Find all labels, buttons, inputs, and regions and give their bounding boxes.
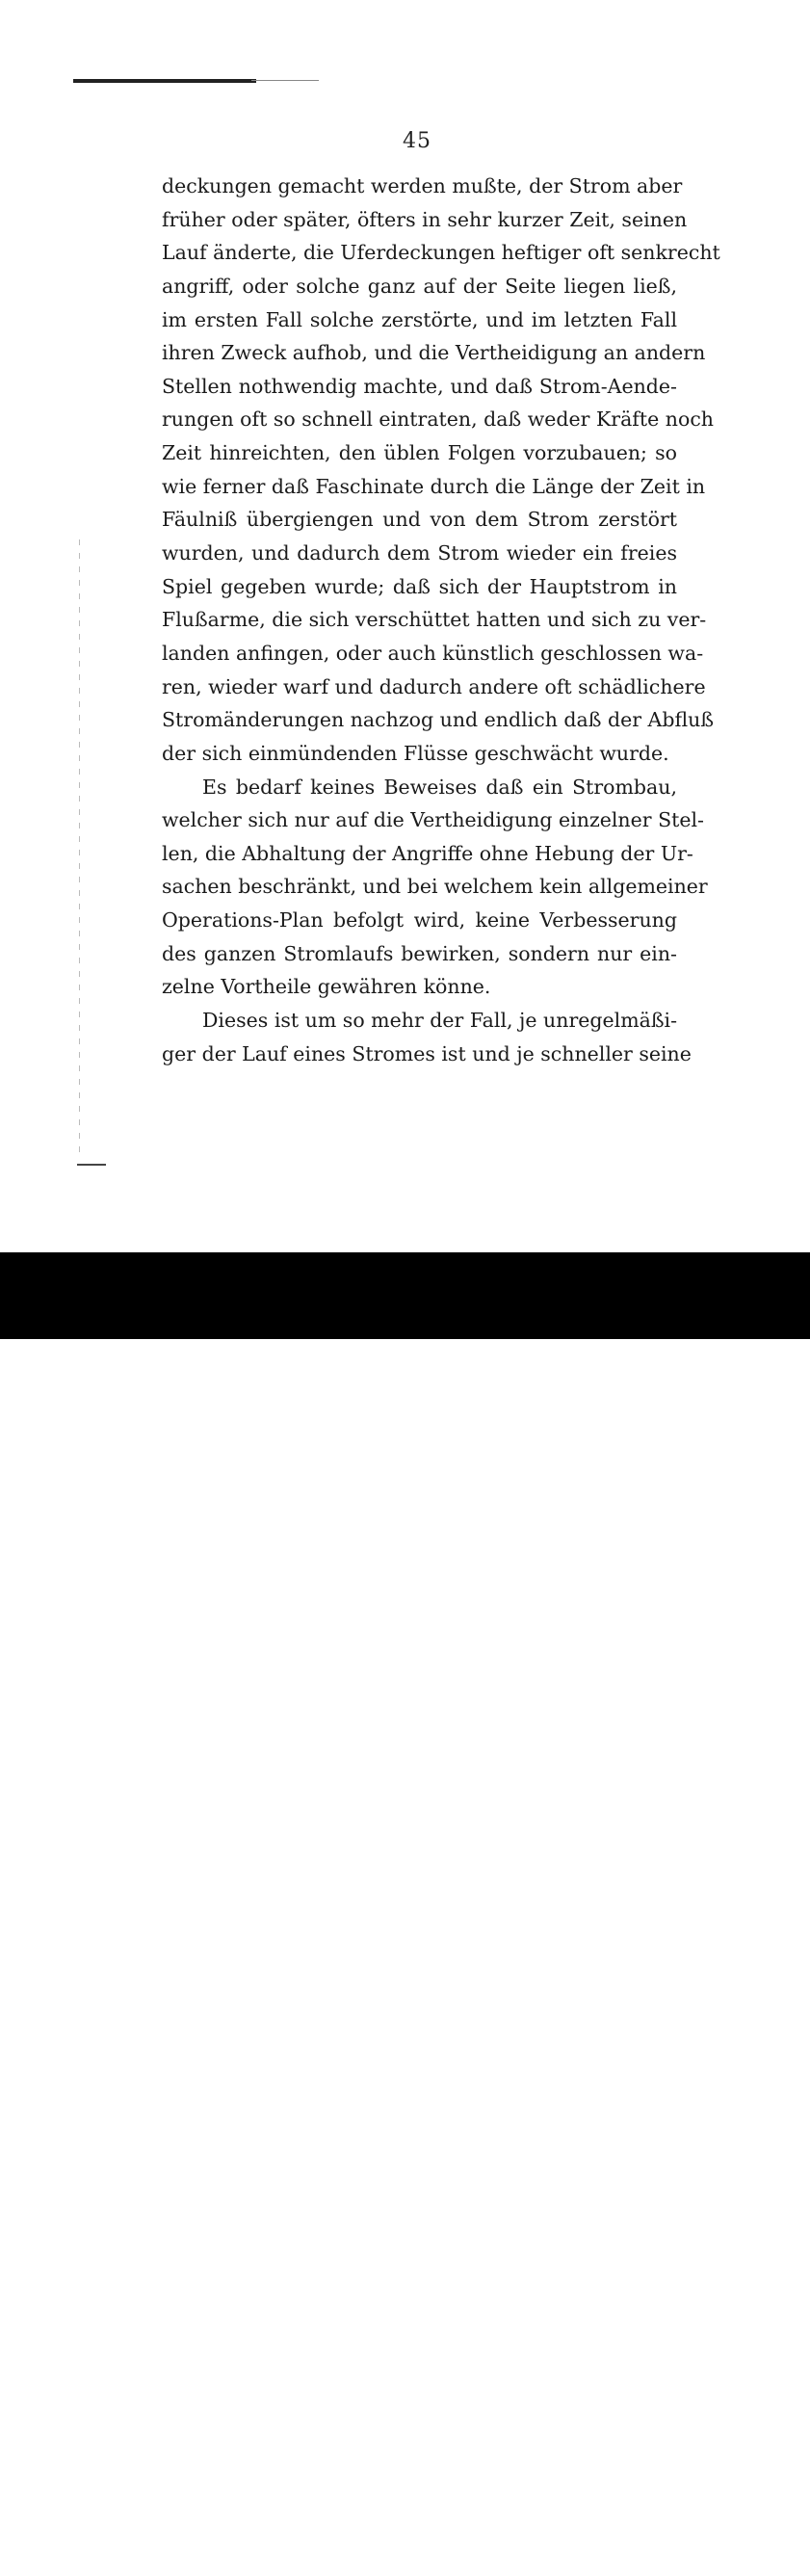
text-line: ger der Lauf eines Stromes ist und je schneller seine [162, 1041, 692, 1065]
text-line: im ersten Fall solche zerstörte, und im letzten Fall [162, 307, 677, 331]
text-line: Flußarme, die sich verschüttet hatten und sich zu ver- [162, 608, 707, 632]
text-line: landen anfingen, oder auch künstlich geschlossen wa- [162, 641, 704, 665]
text-line: früher oder später, öfters in sehr kurzer Zeit, seinen [162, 207, 688, 231]
alamy-logo: alamy [23, 2516, 182, 2572]
text-line: Operations-Plan befolgt wird, keine Verbesserung [162, 908, 677, 933]
text-line: ren, wieder warf und dadurch andere oft schädlichere [162, 674, 706, 698]
body-text [162, 170, 720, 1070]
text-line: zelne Vortheile gewähren könne. [162, 975, 491, 999]
text-line: Fäulniß übergiengen und von dem Strom zerstört [162, 508, 677, 532]
watermark-footer [0, 1252, 810, 2575]
site-url: www.alamy.com [650, 2555, 781, 2575]
text-line: Dieses ist um so mehr der Fall, je unregelmäßi- [202, 1009, 678, 1033]
text-line: wie ferner daß Faschinate durch die Länge der Zeit in [162, 474, 706, 498]
text-line: len, die Abhaltung der Angriffe ohne Hebung der Ur- [162, 841, 693, 865]
text-line: Es bedarf keines Beweises daß ein Strombau, [202, 775, 677, 799]
text-line: welcher sich nur auf die Vertheidigung einzelner Stel- [162, 808, 704, 832]
gutter-mark [77, 1164, 106, 1166]
text-line: Spiel gegeben wurde; daß sich der Hauptstrom in [162, 574, 677, 598]
text-line: deckungen gemacht werden mußte, der Strom aber [162, 174, 683, 197]
page-number: 45 [403, 129, 431, 153]
top-rule [73, 79, 256, 83]
text-line: Zeit hinreichten, den üblen Folgen vorzubauen; so [162, 441, 677, 465]
text-line: Stellen nothwendig machte, und daß Strom-Aende- [162, 374, 677, 398]
stock-image-id: P7WP82 [701, 2523, 781, 2545]
text-line: ihren Zweck aufhob, und die Vertheidigung an andern [162, 341, 706, 365]
text-line: angriff, oder solche ganz auf der Seite liegen ließ, [162, 274, 677, 298]
scanned-page [0, 0, 810, 1252]
text-line: der sich einmündenden Flüsse geschwächt wurde. [162, 741, 669, 765]
text-line: sachen beschränkt, und bei welchem kein allgemeiner [162, 875, 708, 899]
text-line: Lauf änderte, die Uferdeckungen heftiger oft senkrecht [162, 241, 720, 265]
text-line: wurden, und dadurch dem Strom wieder ein freies [162, 541, 677, 565]
text-line: Stromänderungen nachzog und endlich daß der Abfluß [162, 708, 715, 732]
text-line: rungen oft so schnell eintraten, daß weder Kräfte noch [162, 407, 715, 432]
gutter-shadow [79, 539, 80, 1156]
text-line: des ganzen Stromlaufs bewirken, sondern nur ein- [162, 941, 677, 965]
